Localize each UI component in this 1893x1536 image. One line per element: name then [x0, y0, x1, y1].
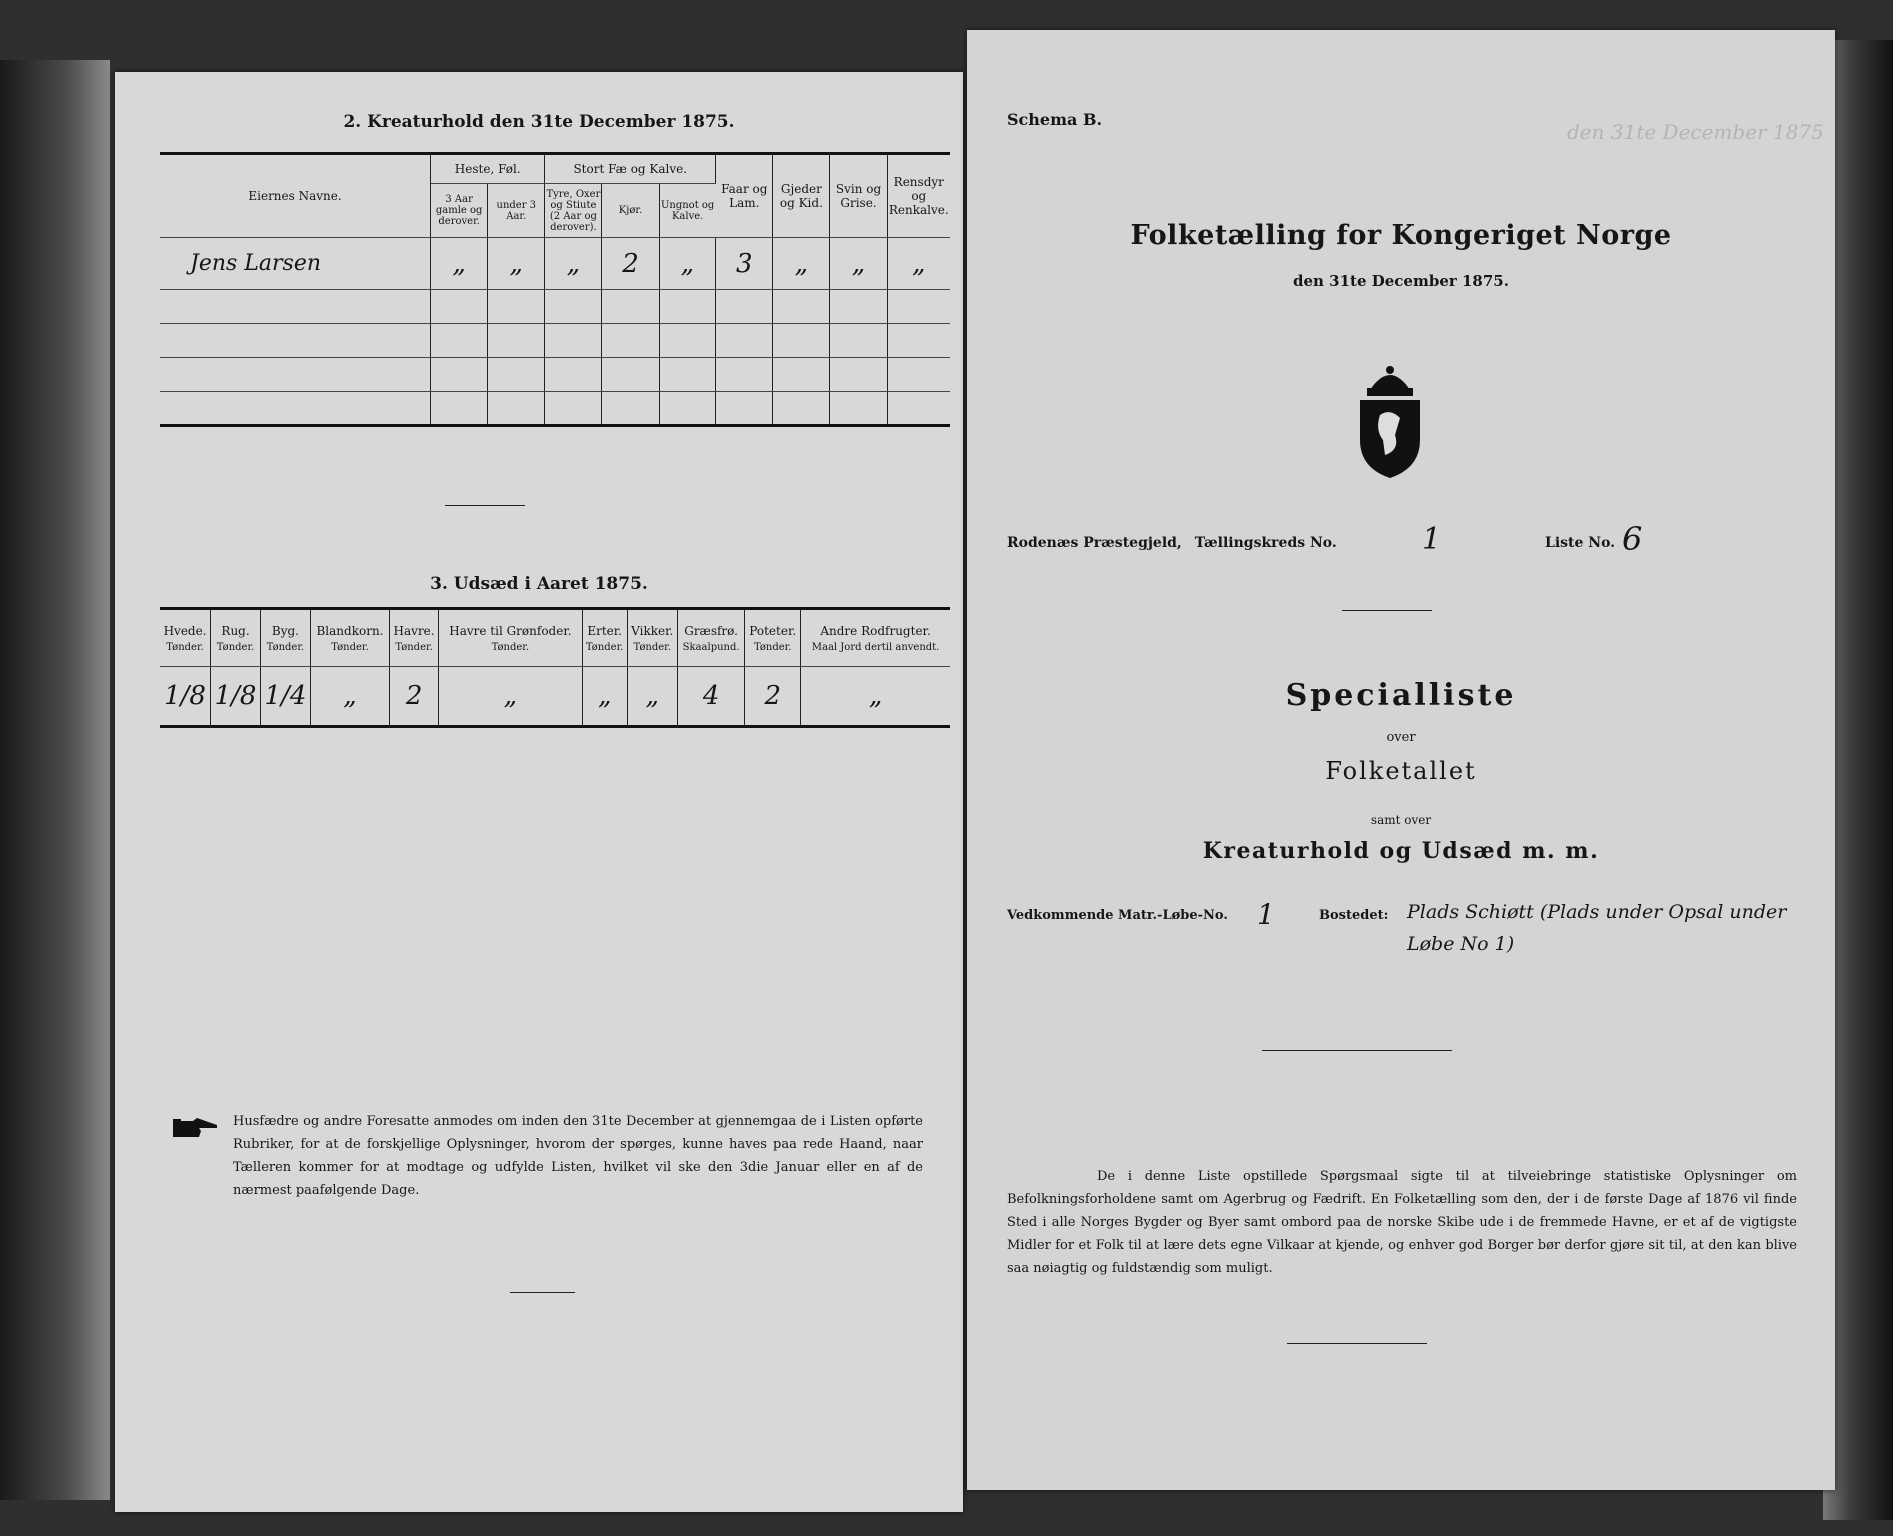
seed-header-label: Vikker.	[631, 623, 674, 638]
pointing-hand-icon	[173, 1116, 219, 1140]
horses-header: Heste, Føl.	[431, 154, 545, 184]
cell-horses-old: „	[431, 238, 488, 290]
seed-unit-label: Tønder.	[166, 641, 204, 653]
table-row	[160, 392, 950, 426]
cell-goats: „	[773, 238, 830, 290]
table-row	[160, 358, 950, 392]
cell-sheep: 3	[716, 238, 773, 290]
seed-header-cell	[745, 609, 801, 667]
seed-unit-label: Skaalpund.	[682, 641, 740, 653]
left-page	[115, 72, 963, 1512]
table-row	[160, 324, 950, 358]
cattle-header: Stort Fæ og Kalve.	[545, 154, 716, 184]
seed-value-cell: 2	[390, 667, 439, 727]
over-text: over	[1386, 730, 1416, 745]
parish-line	[1007, 535, 1337, 551]
seed-value-cell: „	[801, 667, 950, 727]
bulls-header: Tyre, Oxer og Stiute (2 Aar og derover).	[545, 184, 602, 238]
seed-unit-label: Tønder.	[216, 641, 255, 653]
horses-old-header: 3 Aar gamle og derover.	[431, 184, 488, 238]
paragraph-text: De i denne Liste opstillede Spørgsmaal sigte til at tilveiebringe statistiske Oplysninger om Befolkningsforholdene samt om Agerbrug og Fædrift. En Folketælling som den, der i de første Dage af 1876 vil finde Sted i alle Norges Bygder og Byer samt ombord paa de norske Skibe ude i de fremmede Havne, er et af de vigtigste Midler for et Folk til at lære dets egne Vilkaar at kjende, og enhver god Borger bør derfor gjøre sit til, at den kan blive saa nøiagtig og fuldstændig som muligt.	[1007, 1169, 1797, 1276]
divider	[1287, 1343, 1427, 1344]
seed-unit-label: Tønder.	[331, 641, 369, 653]
table-row	[160, 290, 950, 324]
seed-header-cell	[261, 609, 311, 667]
divider	[445, 505, 525, 506]
seed-header-label: Rug.	[221, 623, 250, 638]
list-number: 6	[1622, 520, 1643, 558]
pigs-header: Svin og Grise.	[830, 154, 887, 238]
seed-value-cell: 2	[745, 667, 801, 727]
seed-header-cell	[801, 609, 950, 667]
matr-number: 1	[1257, 898, 1275, 931]
seed-value-cell: 1/4	[261, 667, 311, 727]
book-edge-left	[0, 60, 110, 1500]
seed-value-cell: „	[439, 667, 583, 727]
seed-header-label: Byg.	[271, 623, 299, 638]
main-title: Folketælling for Kongeriget Norge	[1130, 220, 1672, 251]
district-number: 1	[1422, 522, 1442, 557]
owner-header: Eiernes Navne.	[160, 154, 431, 238]
seed-header-cell	[211, 609, 261, 667]
table-row	[160, 667, 950, 727]
seed-unit-label: Tønder.	[753, 641, 792, 653]
divider	[1262, 1050, 1452, 1051]
cell-pigs: „	[830, 238, 887, 290]
seed-header-cell	[160, 609, 211, 667]
seed-value-cell: 1/8	[160, 667, 211, 727]
cell-cows: 2	[602, 238, 659, 290]
seed-unit-label: Tønder.	[491, 641, 530, 653]
seed-value-cell: 1/8	[211, 667, 261, 727]
seed-header-label: Hvede.	[163, 623, 207, 638]
seed-header-cell	[582, 609, 627, 667]
notice-text: Husfædre og andre Foresatte anmodes om inden den 31te December at gjennemgaa de i Listen opførte Rubriker, for at de forskjellige Oplysninger, hvorom der spørges, kunne haves paa rede Haand, naar Tælleren kommer for at modtage og udfylde Listen, hvilket vil ske den 3die Januar eller en af de nærmest paafølgende Dage.	[233, 1114, 923, 1198]
matr-label: Vedkommende Matr.-Løbe-No.	[1007, 908, 1228, 923]
seed-header-label: Græsfrø.	[684, 623, 738, 638]
kreatur-title: Kreaturhold og Udsæd m. m.	[1202, 838, 1600, 864]
seed-header-cell	[390, 609, 439, 667]
coat-of-arms-icon	[1345, 360, 1435, 480]
bleed-through-text: den 31te December 1875	[1567, 120, 1824, 144]
cell-reindeer: „	[887, 238, 950, 290]
seed-unit-label: Tønder.	[633, 641, 672, 653]
date-line: den 31te December 1875.	[1293, 272, 1509, 290]
bosted-label: Bostedet:	[1319, 908, 1389, 923]
cell-young-cattle: „	[659, 238, 716, 290]
parish-label: Rodenæs Præstegjeld,	[1007, 535, 1182, 551]
owner-name: Jens Larsen	[160, 238, 431, 290]
goats-header: Gjeder og Kid.	[773, 154, 830, 238]
seed-unit-label: Tønder.	[395, 641, 433, 653]
seed-header-label: Andre Rodfrugter.	[820, 623, 931, 638]
seed-header-label: Poteter.	[749, 623, 797, 638]
folketallet-title: Folketallet	[1325, 757, 1477, 785]
seed-header-label: Havre til Grønfoder.	[449, 623, 572, 638]
seed-header-label: Havre.	[393, 623, 435, 638]
table-row	[160, 238, 950, 290]
list-label: Liste No.	[1545, 535, 1616, 551]
seed-value-cell: „	[582, 667, 627, 727]
seed-table	[160, 607, 950, 728]
seed-title: 3. Udsæd i Aaret 1875.	[430, 574, 648, 594]
livestock-table	[160, 152, 950, 427]
seed-unit-label: Maal Jord dertil anvendt.	[811, 641, 940, 653]
seed-unit-label: Tønder.	[266, 641, 305, 653]
livestock-title: 2. Kreaturhold den 31te December 1875.	[343, 112, 735, 132]
seed-unit-label: Tønder.	[585, 641, 624, 653]
divider	[510, 1292, 575, 1293]
divider	[1342, 610, 1432, 611]
specialliste-title: Specialliste	[1285, 678, 1517, 713]
seed-value-cell: „	[627, 667, 677, 727]
seed-header-cell	[310, 609, 389, 667]
seed-header-label: Blandkorn.	[316, 623, 384, 638]
seed-header-label: Erter.	[587, 623, 622, 638]
district-label: Tællingskreds No.	[1194, 535, 1337, 551]
bosted-value: Plads Schiøtt (Plads under Opsal under Løbe No 1)	[1407, 901, 1787, 955]
sheep-header: Faar og Lam.	[716, 154, 773, 238]
seed-header-cell	[439, 609, 583, 667]
schema-label: Schema B.	[1007, 110, 1103, 129]
samt-over-text: samt over	[1370, 813, 1432, 827]
cows-header: Kjør.	[602, 184, 659, 238]
seed-header-cell	[677, 609, 744, 667]
young-cattle-header: Ungnot og Kalve.	[659, 184, 716, 238]
seed-header-cell	[627, 609, 677, 667]
cell-bulls: „	[545, 238, 602, 290]
cell-horses-young: „	[488, 238, 545, 290]
reindeer-header: Rensdyr og Renkalve.	[887, 154, 950, 238]
right-page	[967, 30, 1835, 1490]
seed-value-cell: „	[310, 667, 389, 727]
horses-young-header: under 3 Aar.	[488, 184, 545, 238]
seed-value-cell: 4	[677, 667, 744, 727]
